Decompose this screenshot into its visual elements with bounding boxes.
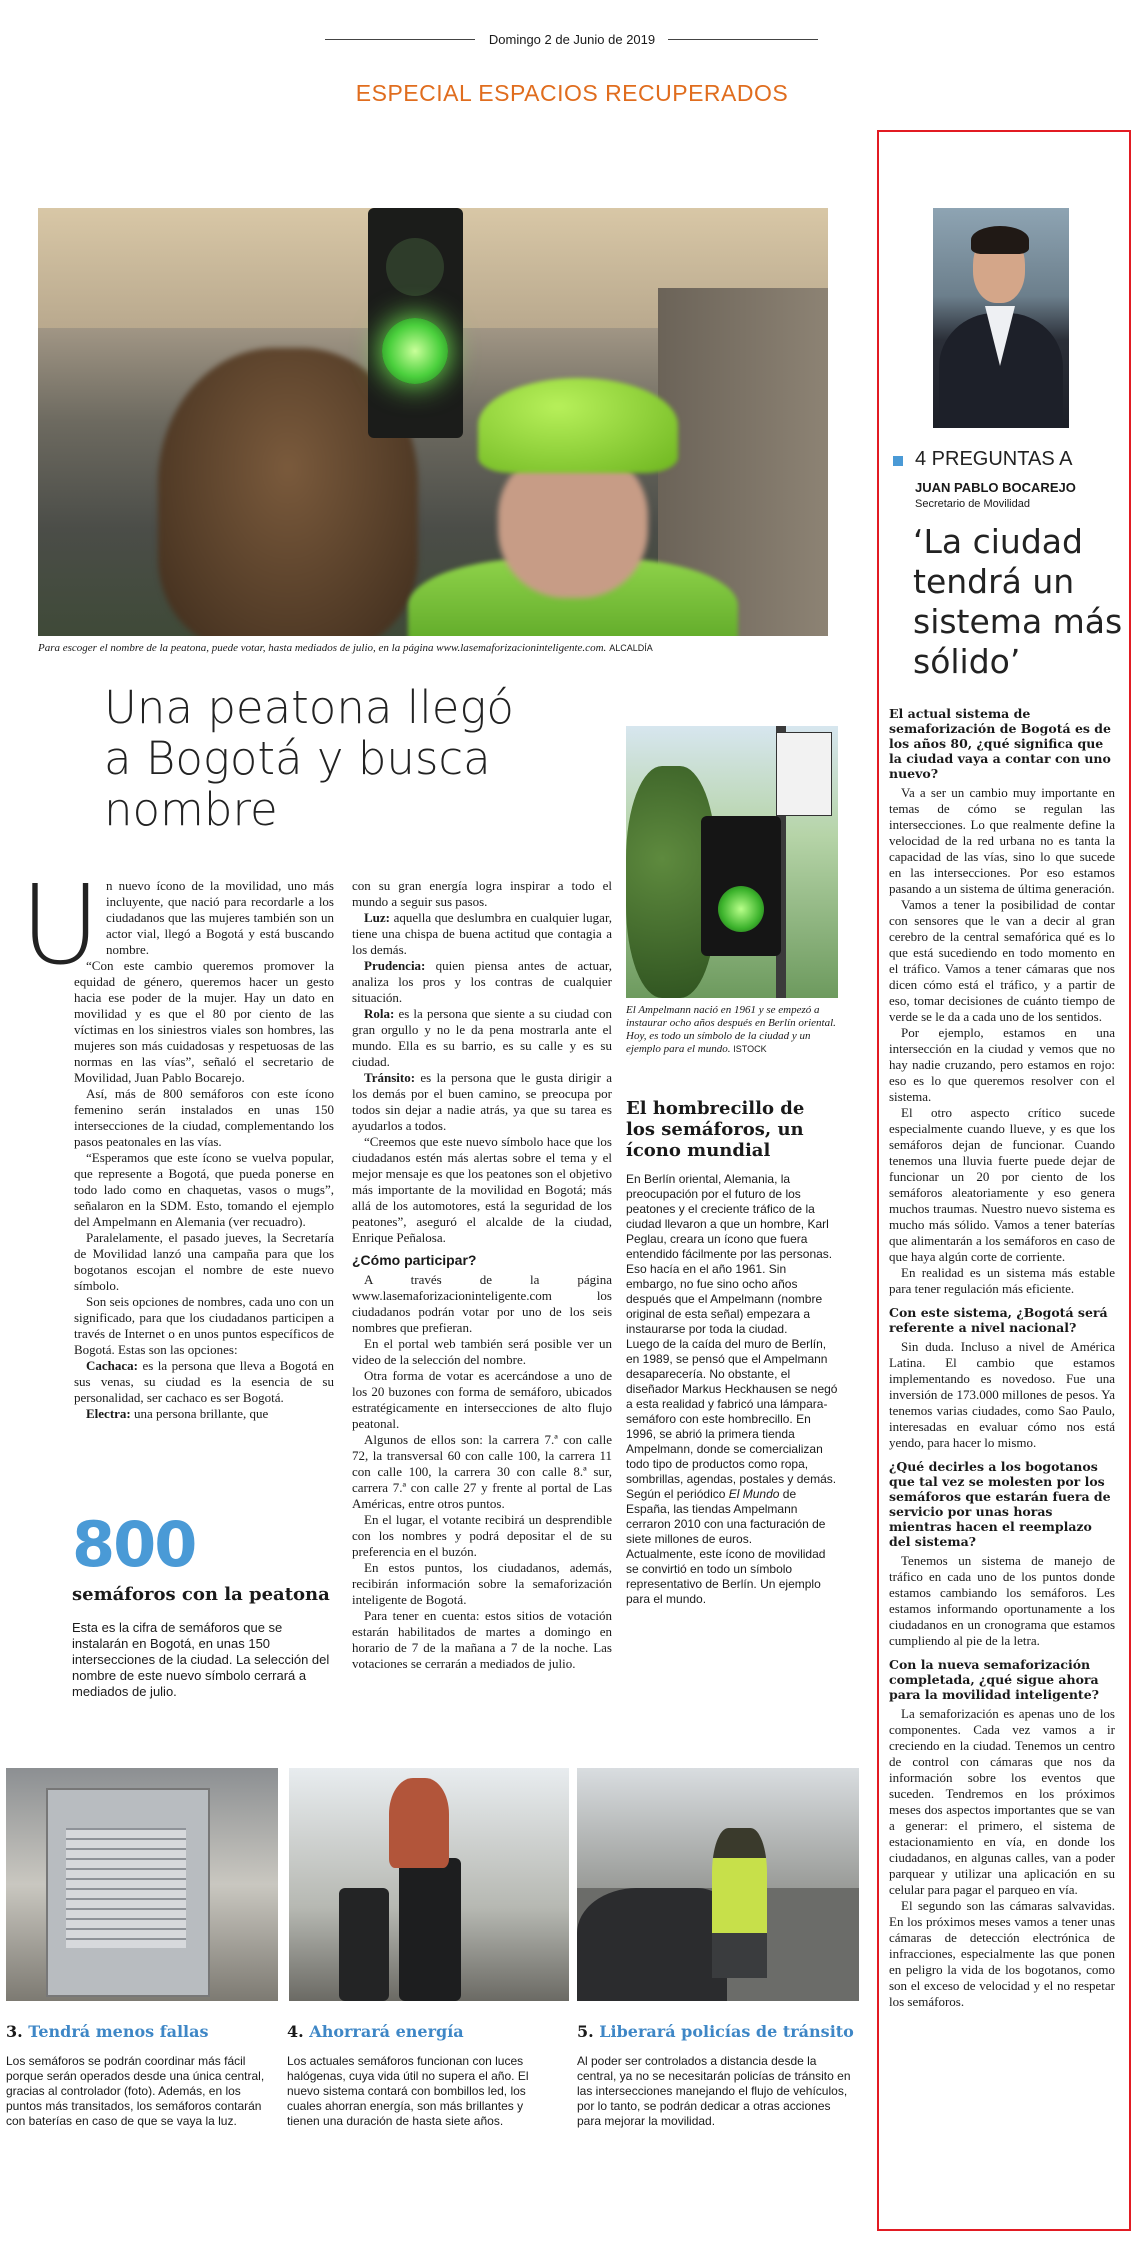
paragraph: Son seis opciones de nombres, cada uno con un significado, para que los ciudadanos participen a través de Internet o en unos puntos específicos de Bogotá. Estas son las opciones: xyxy=(74,1294,334,1357)
photo-green-cap xyxy=(478,378,678,473)
paragraph: Algunos de ellos son: la carrera 7.ª con calle 72, la transversal 60 con calle 100, la carrera 11 con calle 100, la carrera 30 con calle 8.ª sur, carrera 7.ª con calle 27 y frente al portal de Las Américas, entre otros puntos. xyxy=(352,1432,612,1511)
option-name: Cachaca: xyxy=(86,1358,138,1373)
photo-credit: ALCALDÍA xyxy=(609,643,653,653)
option-text: es la persona que siente a su ciudad con gran orgullo y no le da pena mostrarla ante el mundo. Ella es su barrio, es su calle y es su ciudad. xyxy=(352,1006,612,1069)
question: ¿Qué decirles a los bogotanos que tal vez se molesten por los semáforos que estarán fuera de servicio por unas horas mientras hacen el reemplazo del sistema? xyxy=(889,1459,1111,1549)
benefit-3-title xyxy=(6,2022,281,2041)
ampelmann-photo xyxy=(626,726,838,998)
paragraph: En el portal web también será posible ver un video de la selección del nombre. xyxy=(352,1336,612,1367)
sidebar-headline: El hombrecillo de los semáforos, un ícono mundial xyxy=(626,1098,805,1161)
benefit-5-text: Al poder ser controlados a distancia desde la central, ya no se necesitarán policías de tránsito en las intersecciones manejando el flujo de vehículos, por lo tanto, se podrán dedicar a otras acciones para mejorar la movilidad. xyxy=(577,2054,851,2128)
answer-paragraph: Por ejemplo, estamos en una intersección en la ciudad y vemos que no hay nadie cruzando, pero estamos en rojo: eso es lo que queremos resolver con el sistema. xyxy=(889,1025,1115,1104)
newspaper-name: El Mundo xyxy=(728,1487,780,1501)
paragraph: Otra forma de votar es acercándose a uno de los 20 buzones con forma de semáforo, ubicados estratégicamente en intersecciones de alto flujo peatonal. xyxy=(352,1368,612,1431)
worker-figure xyxy=(389,1778,449,1868)
option-name: Rola: xyxy=(364,1006,395,1021)
paragraph xyxy=(74,1406,334,1422)
drop-cap: U xyxy=(20,861,101,989)
paragraph xyxy=(352,1070,612,1134)
benefit-number: 3. xyxy=(6,2022,23,2041)
benefit-4-text: Los actuales semáforos funcionan con luces halógenas, cuya vida útil no supera el año. El nuevo sistema contará con bombillos led, los cuales ahorran energía, son más brillantes y tienen una duración de hasta siete años. xyxy=(287,2054,529,2128)
interview-title: ‘La ciudad tendrá un sistema más sólido’ xyxy=(913,522,1123,681)
controller-panel xyxy=(66,1828,186,1948)
option-text: una persona brillante, que xyxy=(130,1406,269,1421)
sidebar-caption xyxy=(626,1004,838,1056)
portrait-hair xyxy=(971,226,1029,254)
option-name: Prudencia: xyxy=(364,958,426,973)
car xyxy=(577,1888,727,2001)
article-column-1-lead xyxy=(106,878,334,958)
traffic-light-housing xyxy=(339,1888,389,2001)
option-text: es la persona que lleva a Bogotá en sus venas, su ciudad es la esencia de su personalidad, ser cachaco es ser Bogotá. xyxy=(74,1358,334,1405)
interview-qa xyxy=(889,706,1115,2010)
answer-paragraph: Va a ser un cambio muy importante en temas de cómo se regulan las intersecciones. Lo que realmente define la velocidad de la red urbana no es tanta la capacidad de las vías, sino lo que sucede en las intersecciones. Por eso estamos pasando a un sistema de última generación. xyxy=(889,785,1115,896)
worker-photo xyxy=(289,1768,569,2001)
option-text: es la persona que le gusta dirigir a los demás por el buen camino, se preocupa por todos sin dejar a nadie atrás, ya que su tarea es ayudarlos a todos. xyxy=(352,1070,612,1133)
caption-text: El Ampelmann nació en 1961 y se empezó a instaurar ocho años después en Berlín oriental. Hoy, es todo un símbolo de la ciudad y un ejemplo para el mundo. xyxy=(626,1004,836,1055)
paragraph: “Esperamos que este ícono se vuelva popular, que represente a Bogotá, que pueda ponerse en todo lado como en chaquetas, vasos o mugs”, señalaron en la SDM. Esto, tomando el ejemplo del Ampelmann en Alemania (ver recuadro). xyxy=(74,1150,334,1229)
bike-sign-icon xyxy=(776,732,832,816)
ampelmann-icon xyxy=(718,886,764,932)
paragraph: En estos puntos, los ciudadanos, además, recibirán información sobre la semaforización inteligente de Bogotá. xyxy=(352,1560,612,1607)
stat-text: Esta es la cifra de semáforos que se instalarán en Bogotá, en unas 150 intersecciones de la ciudad. La selección del nombre de este nuevo símbolo cerrará a mediados de julio. xyxy=(72,1620,330,1699)
article-column-2 xyxy=(352,878,612,1672)
benefit-title: Liberará policías de tránsito xyxy=(599,2022,854,2041)
signal-lamp-off xyxy=(386,238,444,296)
question: Con la nueva semaforización completada, ¿qué sigue ahora para la movilidad inteligente? xyxy=(889,1657,1099,1702)
option-text: aquella que deslumbra en cualquier lugar, tiene una chispa de buena actitud que contagia a los demás. xyxy=(352,910,612,957)
police-officer xyxy=(712,1828,767,1978)
paragraph: Así, más de 800 semáforos con este ícono femenino serán instalados en unas 150 intersecciones de la ciudad, complementando los pasos peatonales en las vías. xyxy=(74,1086,334,1149)
subheading: ¿Cómo participar? xyxy=(352,1252,477,1268)
answer-paragraph: La semaforización es apenas uno de los componentes. Cada vez vamos a ir creciendo en la ciudad. Tenemos un centro de control con cámaras que nos da información sobre los eventos que suceden. Tendremos en los próximos meses dos aspectos importantes que se van a generar: el primero, el sistema de estacionamiento en vía, en donde los ciudadanos, en algunas calles, van a poder parquear y utilizar una aplicación en su celular para pagar el parqueo en vía. xyxy=(889,1706,1115,1897)
main-photo xyxy=(38,208,828,636)
traffic-light-housing xyxy=(399,1858,461,2001)
interview-label: 4 PREGUNTAS A xyxy=(915,448,1073,470)
paragraph: En Berlín oriental, Alemania, la preocupación por el futuro de los peatones y el creciente tráfico de la ciudad llevaron a que un hombre, Karl Peglau, creara un ícono que fuera entendido fácilmente por las personas. Eso hacía en el año 1961. Sin embargo, no fue sino ocho años después que el Ampelmann (nombre original de esta señal) empezara a instaurarse por toda la ciudad. xyxy=(626,1172,833,1336)
article-headline: Una peatona llegó a Bogotá y busca nombre xyxy=(104,681,514,836)
benefit-number: 5. xyxy=(577,2022,594,2041)
interviewee-name: JUAN PABLO BOCAREJO xyxy=(915,480,1076,495)
paragraph xyxy=(626,1487,838,1547)
section-title: ESPECIAL ESPACIOS RECUPERADOS xyxy=(355,80,789,106)
paragraph xyxy=(352,910,612,958)
benefit-number: 4. xyxy=(287,2022,304,2041)
paragraph: “Con este cambio queremos promover la equidad de género, queremos hacer un gesto hacia ese poder de la mujer. Hay un dato en movilidad y es que el 80 por ciento de las víctimas en los siniestros viales son hombres, las mujeres son más cuidadosas y respetuosas de las normas en las vías”, señaló el secretario de Movilidad, Juan Pablo Bocarejo. xyxy=(74,958,334,1085)
signal-lamp-green xyxy=(382,318,448,384)
paragraph: con su gran energía logra inspirar a todo el mundo a seguir sus pasos. xyxy=(352,878,612,909)
header-rule-right xyxy=(668,39,818,40)
paragraph: Para tener en cuenta: estos sitios de votación estarán habilitados de martes a domingo en horario de 7 de la mañana a 7 de la noche. Las votaciones se cerrarán a mediados de julio. xyxy=(352,1608,612,1671)
answer-paragraph: En realidad es un sistema más estable para tener regulación más eficiente. xyxy=(889,1265,1115,1296)
text: Según el periódico xyxy=(626,1487,729,1501)
answer-paragraph: El segundo son las cámaras salvavidas. En los próximos meses vamos a tener unas cámaras de detección electrónica de infracciones, especialmente las que ponen en peligro la vida de los bogotanos, como son el exceso de velocidad y el no respetar los semáforos. xyxy=(889,1898,1115,2009)
issue-date: Domingo 2 de Junio de 2019 xyxy=(488,32,656,47)
answer-paragraph: Vamos a tener la posibilidad de contar con sensores que le van a decir al gran cerebro de la central semafórica qué es lo que está sucediendo en todo momento en el tráfico. Vamos a tener cámaras que nos dicen cómo está el tráfico, y a partir de eso, tomar decisiones de cuánto tiempo de verde se le da a cada uno de los sentidos. xyxy=(889,897,1115,1024)
paragraph xyxy=(352,958,612,1006)
question: El actual sistema de semaforización de Bogotá es de los años 80, ¿qué significa que la ciudad vaya a contar con uno nuevo? xyxy=(889,706,1111,781)
stat-number: 800 xyxy=(72,1508,196,1581)
benefit-title: Tendrá menos fallas xyxy=(28,2022,209,2041)
question: Con este sistema, ¿Bogotá será referente a nivel nacional? xyxy=(889,1305,1108,1335)
portrait-photo xyxy=(933,208,1069,428)
interviewee-role: Secretario de Movilidad xyxy=(915,498,1030,510)
option-name: Tránsito: xyxy=(364,1070,416,1085)
caption-text: Para escoger el nombre de la peatona, puede votar, hasta mediados de julio, en la página www.lasemaforizacioninteligente.com. xyxy=(38,642,607,654)
benefit-4-title xyxy=(287,2022,567,2041)
main-photo-caption xyxy=(38,642,828,654)
paragraph: Paralelamente, el pasado jueves, la Secretaría de Movilidad lanzó una campaña para que los bogotanos escojan el nombre de este nuevo símbolo. xyxy=(74,1230,334,1293)
police-photo xyxy=(577,1768,859,2001)
paragraph xyxy=(74,1358,334,1406)
controller-photo xyxy=(6,1768,278,2001)
lead-paragraph: n nuevo ícono de la movilidad, uno más incluyente, que nació para recordarle a los ciudadanos que las mujeres también son un actor vial, llegó a Bogotá y está buscando nombre. xyxy=(106,878,334,957)
text: de España, las tiendas Ampelmann cerraron 2010 con una facturación de siete millones de euros. xyxy=(626,1487,826,1546)
benefit-5-title xyxy=(577,2022,867,2041)
square-bullet-icon xyxy=(893,456,903,466)
paragraph: Luego de la caída del muro de Berlín, en 1989, se pensó que el Ampelmann desaparecería. No obstante, el diseñador Markus Heckhausen se negó a esta realidad y fabricó una lámpara-semáforo con este hombrecillo. En 1996, se abrió la primera tienda Ampelmann, donde se comercializan todo tipo de productos como ropa, sombrillas, agendas, postales y demás. xyxy=(626,1337,838,1486)
answer-paragraph: El otro aspecto crítico sucede especialmente cuando llueve, y es que los semáforos dejan de funcionar. Cuando tenemos una lluvia fuerte puede dejar de funcionar un 20 por ciento de los semáforos aleatoriamente y eso genera muchos traumas. Nuestro nuevo sistema es mucho más sólido. Vamos a tener baterías que alimentarán a los semáforos en caso de que haya algún corte de corriente. xyxy=(889,1105,1115,1264)
benefit-3-text: Los semáforos se podrán coordinar más fácil porque serán operados desde una única central, gracias al controlador (foto). Además, en los puntos más transitados, los semáforos contarán con baterías en caso de que se vaya la luz. xyxy=(6,2054,265,2128)
paragraph: “Creemos que este nuevo símbolo hace que los ciudadanos estén más alertas sobre el tema y el mejor mensaje es que los peatones son el objetivo más importante de la movilidad en Bogotá; más allá de los automotores, está la seguridad de los peatones”, aseguró el alcalde de la ciudad, Enrique Peñalosa. xyxy=(352,1134,612,1245)
answer-paragraph: Sin duda. Incluso a nivel de América Latina. El cambio que estamos implementando es novedoso. Fue una inversión de 173.000 millones de pesos. Ya tenemos varias ciudades, como Sao Paulo, interesadas en evaluar cómo nos está yendo, para hacer lo mismo. xyxy=(889,1339,1115,1450)
stat-subtitle: semáforos con la peatona xyxy=(72,1584,330,1605)
paragraph: En el lugar, el votante recibirá un desprendible con los nombres y podrá depositar el de su preferencia en el buzón. xyxy=(352,1512,612,1559)
article-column-1 xyxy=(74,958,334,1422)
sidebar-body xyxy=(626,1172,838,1607)
paragraph: Actualmente, este ícono de movilidad se convirtió en todo un símbolo representativo de Berlín. Un ejemplo para el mundo. xyxy=(626,1547,826,1606)
benefit-title: Ahorrará energía xyxy=(309,2022,464,2041)
paragraph xyxy=(352,1006,612,1070)
option-name: Luz: xyxy=(364,910,390,925)
option-name: Electra: xyxy=(86,1406,131,1421)
option-text: quien piensa antes de actuar, analiza los pros y los contras de cualquier situación. xyxy=(352,958,612,1005)
photo-credit: ISTOCK xyxy=(733,1044,767,1054)
answer-paragraph: Tenemos un sistema de manejo de tráfico en cada uno de los puntos donde estamos cambiando los semáforos. Les estamos informando oportunamente a los ciudadanos en un cronograma que estamos cumpliendo al pie de la letra. xyxy=(889,1553,1115,1648)
paragraph: A través de la página www.lasemaforizacioninteligente.com los ciudadanos podrán votar por uno de los seis nombres que prefieran. xyxy=(352,1272,612,1335)
